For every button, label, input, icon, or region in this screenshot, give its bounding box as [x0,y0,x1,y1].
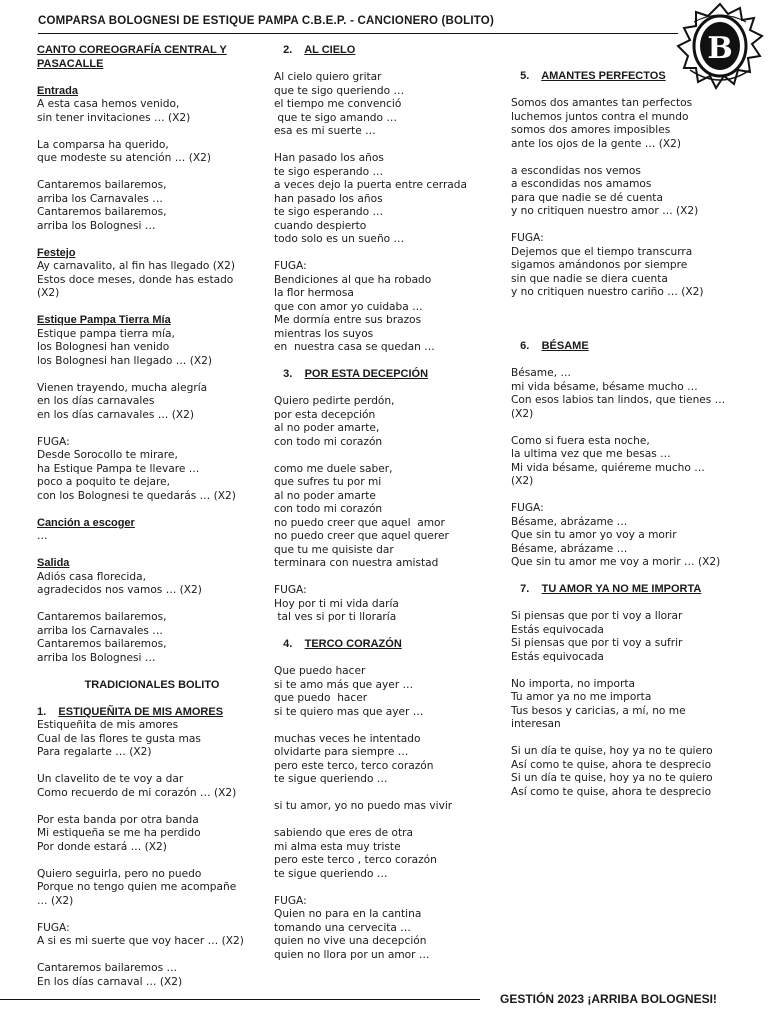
lyric-line: Cantaremos bailaremos, [37,611,167,623]
lyric-line: te sigo esperando … [274,165,384,178]
lyric-line: en los días carnavales … (X2) [37,408,194,421]
lyric-line: FUGA: [274,260,307,272]
lyric-line: Cantaremos bailaremos, [37,179,167,191]
festejo-heading: Festejo [37,246,76,259]
lyric-line: Si un día te quise, hoy ya no te quiero [511,772,713,784]
lyric-line: los Bolognesi han venido [37,341,170,353]
lyric-line: Ay carnavalito, al fin has llegado (X2) [37,260,235,272]
lyric-line: no puedo creer que aquel amor [274,516,445,529]
lyric-line: Así como te quise, ahora te desprecio [511,758,712,771]
lyric-line: Que sin tu amor yo voy a morir [511,529,677,541]
lyric-line: Así como te quise, ahora te desprecio [511,785,712,798]
lyric-line: te sigo esperando … [274,206,384,218]
lyric-line: No importa, no importa [511,677,636,690]
lyric-line: el tiempo me convenció [274,98,402,110]
lyric-line: Estos doce meses, donde has estado [37,273,234,286]
cancion-heading: Canción a escoger [37,516,135,529]
lyric-line [274,787,504,801]
lyric-line: Un clavelito de te voy a dar [37,773,184,785]
lyric-line: si te amo más que ayer … [274,678,414,691]
song-3-heading: 3. POR ESTA DECEPCIÓN [283,368,429,380]
lyric-line: mientras los suyos [274,327,374,340]
lyric-line: muchas veces he intentado [274,732,421,745]
lyric-line: que te sigo amando … [274,111,397,124]
song-6-lyrics [511,367,761,570]
column-3 [511,70,761,799]
lyric-line: Mi vida bésame, quiéreme mucho … [511,461,705,474]
lyric-line [37,166,267,180]
lyric-line: con los Bolognesi te quedarás … (X2) [37,489,236,502]
lyric-line: somos dos amores imposibles [511,124,671,136]
lyric-line: pero este terco , terco corazón [274,854,437,866]
lyric-line [274,814,504,828]
lyric-line: Quien no para en la cantina [274,908,422,920]
lyric-line: Somos dos amantes tan perfectos [511,97,693,109]
song-3-lyrics [274,395,504,625]
festejo-lyrics [37,260,267,301]
lyric-line: arriba los Carnavales … [37,624,163,637]
lyric-line: Porque no tengo quien me acompañe [37,881,237,893]
lyric-line [511,664,761,678]
lyric-line: como me duele saber, [274,462,393,475]
lyric-line [511,219,761,233]
lyric-line: En los días carnaval … (X2) [37,975,183,988]
lyric-line [274,449,504,463]
lyric-line: cuando despierto [274,219,367,232]
estique-heading: Estique Pampa Tierra Mía [37,314,171,326]
lyric-line: Mi estiqueña se me ha perdido [37,827,201,839]
lyric-line [274,247,504,261]
lyric-line: Estique pampa tierra mía, [37,327,175,340]
lyric-line: a escondidas nos amamos [511,178,652,190]
lyric-line [274,139,504,153]
lyric-line: Que sin tu amor me voy a morir … (X2) [511,556,721,568]
lyric-line: si te quiero mas que ayer … [274,705,424,718]
lyric-line: FUGA: [274,584,307,596]
lyric-line: Al cielo quiero gritar [274,71,382,83]
lyric-line: al no poder amarte, [274,422,380,434]
lyric-line: Adiós casa florecida, [37,570,146,583]
column-2 [274,44,504,962]
lyric-line: que puedo hacer [274,692,368,704]
lyric-line: Cantaremos bailaremos, [37,206,167,218]
lyric-line [511,489,761,503]
lyric-line: Hoy por ti mi vida daría [274,597,399,610]
estique-lyrics [37,328,267,504]
lyric-line: Bésame, … [511,367,571,379]
lyric-line: en los días carnavales [37,395,155,407]
lyric-line: poco a poquito te dejare, [37,476,171,488]
lyric-line: FUGA: [37,435,70,448]
lyric-line: tomando una cervecita … [274,921,411,934]
lyric-line: (X2) [37,287,60,299]
lyric-line: al no poder amarte [274,489,376,502]
salida-lyrics [37,571,267,666]
footer-slogan: GESTIÓN 2023 ¡ARRIBA BOLOGNESI! [500,992,717,1006]
lyric-line: Quiero seguirla, pero no puedo [37,867,202,880]
lyric-line: con todo mi corazón [274,503,383,515]
song-6-heading: 6. BÉSAME [520,340,589,352]
lyric-line: Si piensas que por ti voy a sufrir [511,637,683,649]
lyric-line [37,800,267,814]
lyric-line [511,421,761,435]
lyric-line: A si es mi suerte que voy hacer … (X2) [37,935,244,947]
lyric-line: te sigue queriendo … [274,867,388,880]
lyric-line: Me dormía entre sus brazos [274,314,422,326]
lyric-line: … (X2) [37,894,74,907]
lyric-line [37,760,267,774]
song-1-heading: 1. ESTIQUEÑITA DE MIS AMORES [37,705,224,718]
lyric-line [37,949,267,963]
lyric-line: Por donde estará … (X2) [37,840,167,853]
lyric-line [37,854,267,868]
lyric-line: La comparsa ha querido, [37,138,169,151]
svg-text:B: B [707,31,733,66]
lyric-line: Si un día te quise, hoy ya no te quiero [511,745,713,757]
lyric-line: que modeste su atención … (X2) [37,152,211,164]
lyric-line: Vienen trayendo, mucha alegría [37,381,208,394]
lyric-line: FUGA: [37,921,70,934]
lyric-line [37,908,267,922]
lyric-line: Cantaremos bailaremos, [37,638,167,650]
lyric-line: sabiendo que eres de otra [274,827,413,839]
lyric-line [37,125,267,139]
lyric-line: A esta casa hemos venido, [37,98,180,110]
song-1-lyrics [37,719,267,989]
lyric-line: FUGA: [274,894,307,907]
lyric-line: (X2) [511,475,534,487]
lyric-line: la flor hermosa [274,287,354,299]
lyric-line: Tu amor ya no me importa [511,691,652,703]
lyric-line: Con esos labios tan lindos, que tienes … [511,394,726,406]
lyric-line: en nuestra casa se quedan … [274,341,435,353]
lyric-line: quien no llora por un amor … [274,948,430,961]
lyric-line: … [37,530,48,542]
lyric-line: Cantaremos bailaremos … [37,962,178,974]
lyric-line: Tus besos y caricias, a mí, no me [511,704,686,717]
lyric-line: Como recuerdo de mi corazón … (X2) [37,786,237,799]
page-title: COMPARSA BOLOGNESI DE ESTIQUE PAMPA C.B.E.P. - CANCIONERO (BOLITO) [38,15,494,27]
lyric-line: con todo mi corazón [274,435,383,448]
lyric-line: por esta decepción [274,408,376,421]
cancion-lyrics [37,530,267,544]
lyric-line: han pasado los años [274,192,383,205]
lyric-line: mi alma esta muy triste [274,840,401,853]
lyric-line [274,571,504,585]
entrada-lyrics [37,98,267,233]
song-7-heading: 7. TU AMOR YA NO ME IMPORTA [520,583,702,595]
lyric-line: sin tener invitaciones … (X2) [37,111,191,124]
section-heading-line2: PASACALLE [37,57,104,70]
song-4-heading: 4. TERCO CORAZÓN [283,638,402,650]
lyric-line [37,422,267,436]
lyric-line: Cual de las flores te gusta mas [37,732,201,745]
lyric-line: Han pasado los años [274,152,384,164]
lyric-line: que te sigo queriendo … [274,84,405,97]
lyric-line: arriba los Bolognesi … [37,651,156,664]
lyric-line: a veces dejo la puerta entre cerrada [274,179,468,191]
lyric-line: arriba los Bolognesi … [37,219,156,232]
lyric-line: luchemos juntos contra el mundo [511,110,689,123]
section-heading: CANTO COREOGRAFÍA CENTRAL Y [37,44,227,56]
lyric-line: que sufres tu por mi [274,476,382,488]
song-7-lyrics [511,610,761,799]
footer-divider [0,999,480,1000]
lyric-line [274,719,504,733]
lyric-line: no puedo creer que aquel querer [274,530,449,542]
lyric-line: Como si fuera esta noche, [511,434,650,447]
lyric-line: tal ves si por ti lloraría [274,611,397,623]
lyric-line: ante los ojos de la gente … (X2) [511,137,681,150]
lyric-line: FUGA: [511,502,544,514]
lyric-line: Que puedo hacer [274,665,366,677]
lyric-line: esa es mi suerte … [274,125,376,137]
lyric-line: si tu amor, yo no puedo mas vivir [274,800,453,812]
song-2-lyrics [274,71,504,355]
lyric-line: Desde Sorocollo te mirare, [37,449,178,461]
lyric-line: agradecidos nos vamos … (X2) [37,584,202,596]
entrada-heading: Entrada [37,84,78,97]
lyric-line: quien no vive una decepción [274,935,427,947]
lyric-line: que con amor yo cuidaba … [274,300,423,313]
lyric-line: Para regalarte … (X2) [37,746,152,758]
salida-heading: Salida [37,557,70,569]
lyric-line [511,732,761,746]
lyric-line [511,151,761,165]
lyric-line: pero este terco, terco corazón [274,759,434,772]
lyric-line: para que nadie se dé cuenta [511,191,663,204]
lyric-line: Estás equivocada [511,623,604,636]
lyric-line: FUGA: [511,232,544,244]
column-1 [37,44,267,989]
lyric-line: los Bolognesi han llegado … (X2) [37,354,212,367]
lyric-line: Bésame, abrázame … [511,515,628,528]
lyric-line: Bendiciones al que ha robado [274,273,432,286]
song-2-heading: 2. AL CIELO [283,44,356,56]
lyric-line: que tu me quisiste dar [274,543,394,556]
lyric-line: sigamos amándonos por siempre [511,259,688,271]
song-5-heading: 5. AMANTES PERFECTOS [520,70,666,82]
lyric-line: Si piensas que por ti voy a llorar [511,610,683,622]
lyric-line: Dejemos que el tiempo transcurra [511,245,693,258]
lyric-line: y no critiquen nuestro amor … (X2) [511,205,699,217]
lyric-line: y no critiquen nuestro cariño … (X2) [511,286,704,298]
lyric-line: terminara con nuestra amistad [274,557,439,569]
tradicionales-heading: TRADICIONALES BOLITO [84,678,220,691]
lyric-line: ha Estique Pampa te llevare … [37,462,200,475]
lyric-line: mi vida bésame, bésame mucho … [511,380,698,393]
lyric-line: a escondidas nos vemos [511,164,641,177]
lyric-line: arriba los Carnavales … [37,192,163,205]
lyric-line: Bésame, abrázame … [511,542,628,555]
lyric-line: (X2) [511,407,534,420]
song-5-lyrics [511,97,761,300]
lyric-line [274,881,504,895]
lyric-line [37,598,267,612]
lyric-line: interesan [511,718,561,730]
lyric-line [37,368,267,382]
lyric-line: la ultima vez que me besas … [511,448,671,460]
lyric-line: todo solo es un sueño … [274,233,405,245]
lyric-line: te sigue queriendo … [274,773,388,785]
lyric-line: Por esta banda por otra banda [37,813,199,826]
lyric-line: sin que nadie se diera cuenta [511,272,668,285]
header-divider [38,33,678,34]
lyric-line: Quiero pedirte perdón, [274,395,395,407]
lyric-line: Estiqueñita de mis amores [37,719,179,731]
lyric-line: olvidarte para siempre … [274,746,409,758]
song-4-lyrics [274,665,504,962]
lyric-line: Estás equivocada [511,650,604,663]
